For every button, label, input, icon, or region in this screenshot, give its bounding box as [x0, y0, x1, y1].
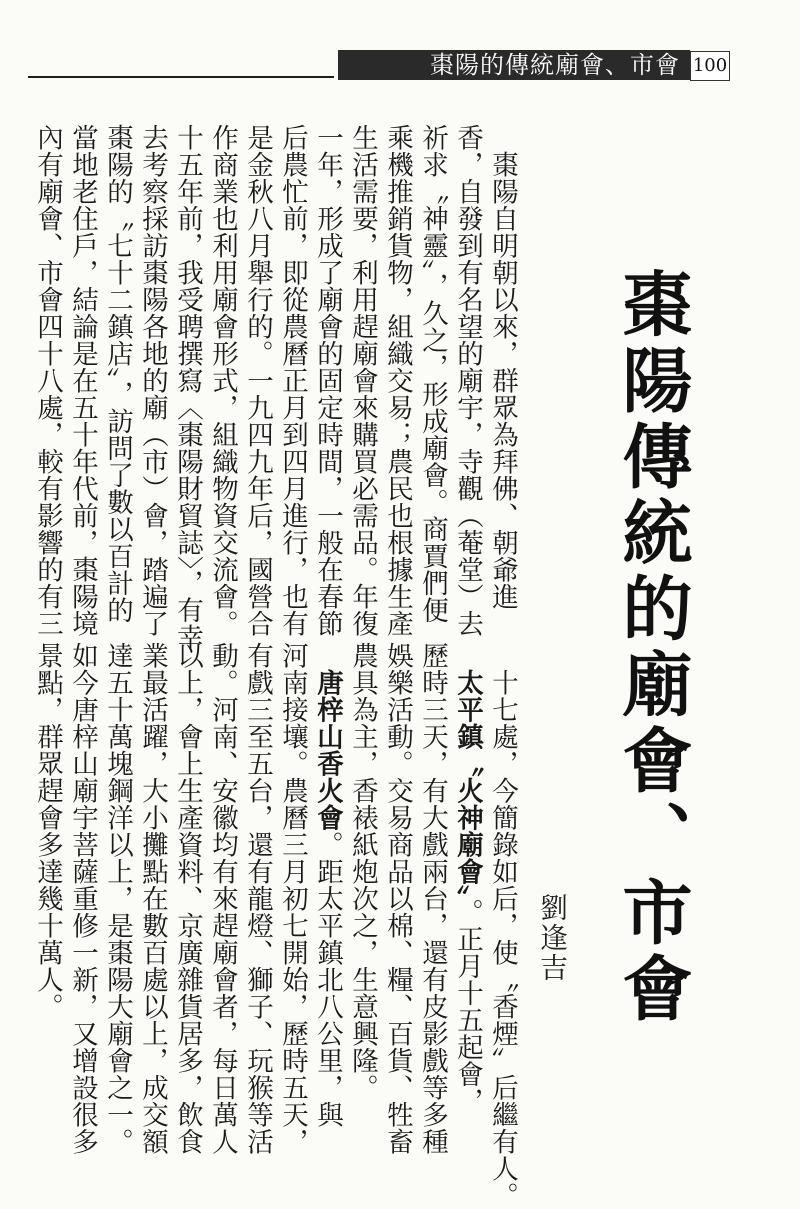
- text-column: 十五年前，我受聘撰寫〈棗陽財貿誌〉，有幸: [172, 124, 203, 651]
- column-text: 。正月十五起會，: [452, 898, 483, 1115]
- text-column: 祈求〝神靈〞，久之，形成廟會。商賈們便: [417, 124, 448, 624]
- column-text: 如今唐梓山廟宇菩薩重修一新，又增設很多: [67, 642, 98, 1155]
- text-column: 香，自發到有名望的廟宇，寺觀（菴堂）去: [452, 124, 483, 637]
- text-column: 內有廟會、市會四十八處，較有影響的有三: [32, 124, 63, 637]
- text-column: [453, 642, 481, 1115]
- article-title: 棗陽傳統的廟會、市會: [611, 268, 693, 1028]
- column-text: 以上，會上生產資料、京廣雜貨居多，飲食: [172, 642, 203, 1155]
- text-column: [278, 642, 306, 1155]
- text-column: [243, 642, 271, 1155]
- column-text: 動。河南、安徽均有來趕廟會者，每日萬人: [207, 642, 238, 1155]
- text-column: 生活需要，利用趕廟會來購買必需品。年復: [347, 124, 378, 637]
- text-column: 后農忙前，即從農曆正月到四月進行，也有: [277, 124, 308, 637]
- text-column: 是金秋八月舉行的。一九四九年后，國營合: [242, 124, 273, 637]
- text-column: 去考察採訪棗陽各地的廟（市）會，踏遍了: [137, 124, 168, 637]
- text-column: [33, 642, 61, 1020]
- section-heading: 太平鎮〝火神廟會〞: [452, 642, 483, 899]
- text-column: [488, 642, 516, 1209]
- page-number: 100: [690, 51, 730, 81]
- column-text: 景點，群眾趕會多達幾十萬人。: [32, 642, 63, 1020]
- text-column: 棗陽自明朝以來，群眾為拜佛、朝爺進: [487, 124, 518, 610]
- text-column: [418, 642, 446, 1155]
- column-text: 娛樂活動。交易商品以棉、糧、百貨、牲畜: [382, 642, 413, 1155]
- text-column: 當地老住戶，結論是在五十年代前，棗陽境: [67, 124, 98, 637]
- text-column: [68, 642, 96, 1155]
- text-column: [173, 642, 201, 1155]
- column-text: 。距太平鎮北八公里，與: [312, 831, 343, 1128]
- header-rule: [28, 76, 334, 78]
- article-author: 劉逢吉: [536, 893, 569, 983]
- section-heading: 唐梓山香火會: [312, 642, 343, 831]
- text-column: 棗陽的〝七十二鎮店〞，訪問了數以百計的: [102, 124, 133, 624]
- column-text: 十七處，今簡錄如后，使〝香煙〞后繼有人。: [487, 642, 518, 1209]
- text-column: 作商業也利用廟會形式，組織物資交流會。: [207, 124, 238, 637]
- text-column: [348, 642, 376, 1101]
- text-column: 一年，形成了廟會的固定時間，一般在春節: [312, 124, 343, 637]
- text-column: [103, 642, 131, 1155]
- column-text: 歷時三天，有大戲兩台，還有皮影戲等多種: [417, 642, 448, 1155]
- column-text: 河南接壤。農曆三月初七開始，歷時五天，: [277, 642, 308, 1155]
- column-text: 業最活躍，大小攤點在數百處以上，成交額: [137, 642, 168, 1155]
- column-text: 有戲三至五台，還有龍燈、獅子、玩猴等活: [242, 642, 273, 1155]
- text-column: 乘機推銷貨物，組織交易；農民也根據生產: [382, 124, 413, 637]
- running-title: 棗陽的傳統廟會、市會: [338, 50, 690, 80]
- column-text: 農具為主，香裱紙炮次之，生意興隆。: [347, 642, 378, 1101]
- text-column: [138, 642, 166, 1155]
- text-column: [383, 642, 411, 1155]
- column-text: 達五十萬塊鋼洋以上，是棗陽大廟會之一。: [102, 642, 133, 1155]
- text-column: [313, 642, 341, 1128]
- text-column: [208, 642, 236, 1155]
